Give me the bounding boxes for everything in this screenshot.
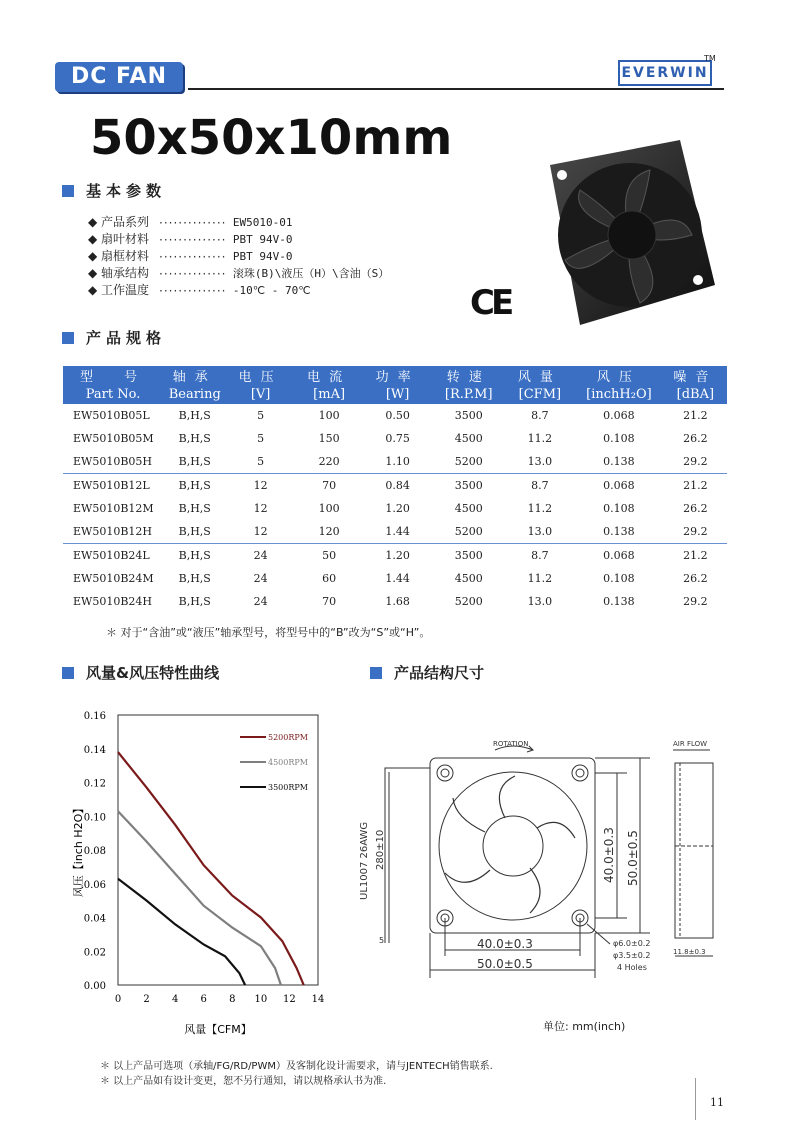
table-cell: 26.2 <box>683 572 708 585</box>
table-cell: 0.068 <box>603 479 635 492</box>
col-header-cn: 型 号 <box>63 366 163 385</box>
table-cell: 3500 <box>454 479 483 492</box>
table-cell: EW5010B12L <box>73 479 150 492</box>
table-row <box>63 474 727 498</box>
x-tick-label: 12 <box>283 994 296 1005</box>
table-cell: 26.2 <box>683 502 708 515</box>
table-cell: 0.138 <box>603 595 635 608</box>
param-row: ◆ 轴承结构 ·············· 滚珠(B)\液压（H）\含油（S） <box>88 266 390 281</box>
table-cell: 0.75 <box>385 432 410 445</box>
table-cell: 60 <box>322 572 337 585</box>
table-row <box>63 567 727 590</box>
hole-dim-2: φ3.5±0.2 <box>613 951 651 960</box>
table-cell: 13.0 <box>506 520 575 544</box>
table-cell: 5200 <box>454 595 483 608</box>
y-tick-label: 0.02 <box>83 947 106 959</box>
y-axis-label: 风压【inch H2O】 <box>72 802 85 898</box>
x-tick-label: 4 <box>171 994 179 1005</box>
x-tick-label: 14 <box>311 994 325 1005</box>
col-header-cn: 轴承 <box>163 366 226 385</box>
y-tick-label: 0.08 <box>83 846 106 857</box>
width-inner-dim: 40.0±0.3 <box>477 937 533 951</box>
table-cell: 0.84 <box>385 479 410 492</box>
table-cell: B,H,S <box>163 450 226 474</box>
table-cell: 1.10 <box>363 450 432 474</box>
table-cell: 100 <box>318 409 340 422</box>
param-value: PBT 94V-0 <box>232 233 293 246</box>
unit-label: 单位: mm(inch) <box>543 1020 626 1033</box>
table-cell: B,H,S <box>178 409 211 422</box>
airflow-label: AIR FLOW <box>673 740 708 748</box>
table-cell: 5 <box>257 432 265 445</box>
y-tick-label: 0.16 <box>83 711 106 722</box>
table-cell: 0.108 <box>603 432 635 445</box>
x-tick-label: 0 <box>114 994 122 1005</box>
table-cell: 50 <box>322 549 337 562</box>
trademark: TM <box>704 54 716 63</box>
param-dots: ·············· <box>159 233 227 247</box>
table-cell: 0.108 <box>603 572 635 585</box>
table-cell: 70 <box>322 479 337 492</box>
param-dots: ·············· <box>159 267 227 281</box>
col-header-en: [inchH₂O] <box>574 385 664 404</box>
x-axis-label: 风量【CFM】 <box>184 1023 252 1036</box>
table-row <box>63 497 727 520</box>
table-cell: 29.2 <box>664 450 727 474</box>
dimension-drawing <box>355 728 730 993</box>
table-row <box>63 427 727 450</box>
table-row <box>63 520 727 544</box>
table-row <box>63 590 727 613</box>
col-header-cn: 风量 <box>506 366 575 385</box>
table-cell: 0.50 <box>385 409 410 422</box>
shroud-outline <box>439 772 587 920</box>
mount-hole <box>693 275 703 285</box>
table-cell: 12 <box>226 520 295 544</box>
col-header-en: [W] <box>363 385 432 404</box>
table-row <box>63 404 727 427</box>
table-cell: 21.2 <box>683 549 708 562</box>
table-cell: B,H,S <box>178 549 211 562</box>
param-dots: ·············· <box>159 284 227 298</box>
col-header-cn: 电流 <box>295 366 364 385</box>
table-cell: 24 <box>253 549 268 562</box>
col-header-cn: 噪音 <box>664 366 727 385</box>
param-dots: ·············· <box>159 216 227 230</box>
height-inner-dim: 40.0±0.3 <box>602 827 616 883</box>
footnote-1: ＊ 以上产品可选项（承轴/FG/RD/PWM）及客制化设计需要求，请与JENTECH销售联系. <box>100 1061 493 1072</box>
y-tick-label: 0.12 <box>83 778 106 790</box>
table-cell: 8.7 <box>531 479 549 492</box>
table-cell: 11.2 <box>527 572 553 585</box>
mount-holes <box>437 765 588 926</box>
section-curve: 风量&风压特性曲线 <box>62 664 219 682</box>
param-value: -10℃ - 70℃ <box>232 284 311 297</box>
table-cell: 0.138 <box>574 520 664 544</box>
section-marker-icon <box>370 667 382 679</box>
table-cell: EW5010B05H <box>63 450 163 474</box>
col-header-en: Part No. <box>63 385 163 404</box>
table-cell: 5 <box>257 409 265 422</box>
table-cell: B,H,S <box>178 432 211 445</box>
table-cell: 3500 <box>454 409 483 422</box>
table-cell: 13.0 <box>506 450 575 474</box>
section-marker-icon <box>62 185 74 197</box>
param-key: 工作温度 <box>101 283 150 297</box>
table-cell: 8.7 <box>531 409 549 422</box>
section-tag: DC FAN <box>55 62 183 92</box>
y-tick-label: 0.10 <box>83 812 106 824</box>
rotation-label: ROTATION <box>493 740 529 748</box>
section-marker-icon <box>62 332 74 344</box>
param-key: 轴承结构 <box>101 266 150 280</box>
param-value: PBT 94V-0 <box>232 250 293 263</box>
page-rule <box>695 1078 696 1120</box>
param-dots: ·············· <box>159 250 227 264</box>
x-tick-label: 6 <box>200 994 207 1005</box>
param-row: ◆ 产品系列 ·············· EW5010-01 <box>88 215 293 230</box>
col-header-en: [R.P.M] <box>432 385 506 404</box>
fan-photo <box>520 135 720 330</box>
col-header-en: [dBA] <box>664 385 727 404</box>
param-value: EW5010-01 <box>232 216 293 229</box>
table-cell: EW5010B24M <box>73 572 154 585</box>
page-title: 50x50x10mm <box>90 110 453 166</box>
param-row: ◆ 工作温度 ·············· -10℃ - 70℃ <box>88 283 311 298</box>
table-cell: 29.2 <box>683 595 708 608</box>
table-cell: 8.7 <box>531 549 549 562</box>
param-row: ◆ 扇叶材料 ·············· PBT 94V-0 <box>88 232 293 247</box>
table-cell: B,H,S <box>178 479 211 492</box>
table-cell: 0.138 <box>574 450 664 474</box>
table-cell: 150 <box>318 432 340 445</box>
col-header-en: [mA] <box>295 385 364 404</box>
table-cell: 12 <box>253 502 268 515</box>
table-cell: 70 <box>322 595 337 608</box>
table-cell: 4500 <box>454 572 483 585</box>
table-cell: 120 <box>295 520 364 544</box>
legend-label: 4500RPM <box>268 758 308 767</box>
thickness-dim: 11.8±0.3 <box>673 948 706 956</box>
pq-curve-chart <box>60 700 340 1040</box>
hole-dim-1: φ6.0±0.2 <box>613 939 651 948</box>
col-header-cn: 电压 <box>226 366 295 385</box>
width-outer-dim: 50.0±0.5 <box>477 957 533 971</box>
y-tick-label: 0.14 <box>83 744 106 756</box>
col-header-en: [V] <box>226 385 295 404</box>
y-tick-label: 0.06 <box>83 879 106 891</box>
x-tick-label: 2 <box>143 994 150 1005</box>
table-cell: 13.0 <box>527 595 553 608</box>
legend-label: 5200RPM <box>268 733 308 742</box>
table-cell: EW5010B24H <box>73 595 153 608</box>
col-header-en: [CFM] <box>506 385 575 404</box>
fan-hub <box>608 211 656 259</box>
footnote-2: ＊ 以上产品如有设计变更，恕不另行通知，请以规格承认书为准. <box>100 1076 387 1087</box>
table-cell: EW5010B24L <box>73 549 150 562</box>
series-line <box>118 879 245 985</box>
table-cell: B,H,S <box>178 502 211 515</box>
header-rule <box>188 88 724 90</box>
legend-label: 3500RPM <box>268 783 308 792</box>
cable-label: UL1007 26AWG <box>359 821 370 900</box>
param-key: 扇叶材料 <box>101 232 150 246</box>
table-row <box>63 544 727 568</box>
plot-area <box>118 715 318 985</box>
y-tick-label: 0.00 <box>83 981 106 992</box>
table-cell: 12 <box>253 479 268 492</box>
table-cell: 220 <box>295 450 364 474</box>
table-cell: 5200 <box>432 520 506 544</box>
param-key: 产品系列 <box>101 215 150 229</box>
col-header-cn: 转速 <box>432 366 506 385</box>
table-cell: 24 <box>253 572 268 585</box>
table-cell: 29.2 <box>664 520 727 544</box>
cable-length-label: 280±10 <box>375 829 386 870</box>
table-cell: 11.2 <box>527 502 553 515</box>
table-cell: 24 <box>253 595 268 608</box>
bearing-note: ＊ 对于“含油”或“液压”轴承型号，将型号中的“B”改为“S”或“H”。 <box>106 626 431 639</box>
ce-mark: CE <box>470 283 511 323</box>
fan-outline <box>430 758 595 933</box>
table-cell: 21.2 <box>683 409 708 422</box>
hub-outline <box>483 816 543 876</box>
table-cell: 4500 <box>454 502 483 515</box>
table-cell: 1.44 <box>385 572 410 585</box>
table-cell: B,H,S <box>178 572 211 585</box>
side-view <box>675 763 713 938</box>
table-cell: 5 <box>226 450 295 474</box>
table-cell: 11.2 <box>527 432 553 445</box>
section-structure: 产品结构尺寸 <box>370 664 484 682</box>
param-row: ◆ 扇框材料 ·············· PBT 94V-0 <box>88 249 293 264</box>
param-key: 扇框材料 <box>101 249 150 263</box>
table-cell: 1.20 <box>385 502 410 515</box>
brand-logo: EVERWIN <box>618 60 712 86</box>
table-cell: EW5010B12H <box>63 520 163 544</box>
table-row <box>63 450 727 474</box>
lead-label: 5 <box>379 936 385 945</box>
table-cell: 4500 <box>454 432 483 445</box>
table-cell: 100 <box>318 502 340 515</box>
col-header-en: Bearing <box>163 385 226 404</box>
x-tick-label: 8 <box>229 994 236 1005</box>
cable <box>385 768 430 943</box>
table-cell: 0.108 <box>603 502 635 515</box>
table-cell: EW5010B12M <box>73 502 154 515</box>
param-value: 滚珠(B)\液压（H）\含油（S） <box>232 267 390 280</box>
table-cell: 0.068 <box>603 409 635 422</box>
section-basic-params: 基本参数 <box>62 182 166 200</box>
col-header-cn: 功率 <box>363 366 432 385</box>
height-outer-dim: 50.0±0.5 <box>626 830 640 886</box>
table-cell: EW5010B05M <box>73 432 154 445</box>
table-cell: EW5010B05L <box>73 409 150 422</box>
section-marker-icon <box>62 667 74 679</box>
mount-hole <box>557 170 567 180</box>
hole-count: 4 Holes <box>617 963 647 972</box>
table-cell: 21.2 <box>683 479 708 492</box>
table-cell: 26.2 <box>683 432 708 445</box>
table-cell: 1.20 <box>385 549 410 562</box>
table-cell: 1.44 <box>363 520 432 544</box>
table-cell: B,H,S <box>163 520 226 544</box>
col-header-cn: 风压 <box>574 366 664 385</box>
page-number: 11 <box>710 1096 724 1109</box>
section-spec: 产品规格 <box>62 329 166 347</box>
table-cell: B,H,S <box>178 595 211 608</box>
table-cell: 3500 <box>454 549 483 562</box>
table-cell: 1.68 <box>385 595 410 608</box>
table-cell: 5200 <box>432 450 506 474</box>
spec-table <box>63 366 727 613</box>
table-cell: 0.068 <box>603 549 635 562</box>
y-tick-label: 0.04 <box>83 913 106 925</box>
x-tick-label: 10 <box>254 994 268 1005</box>
